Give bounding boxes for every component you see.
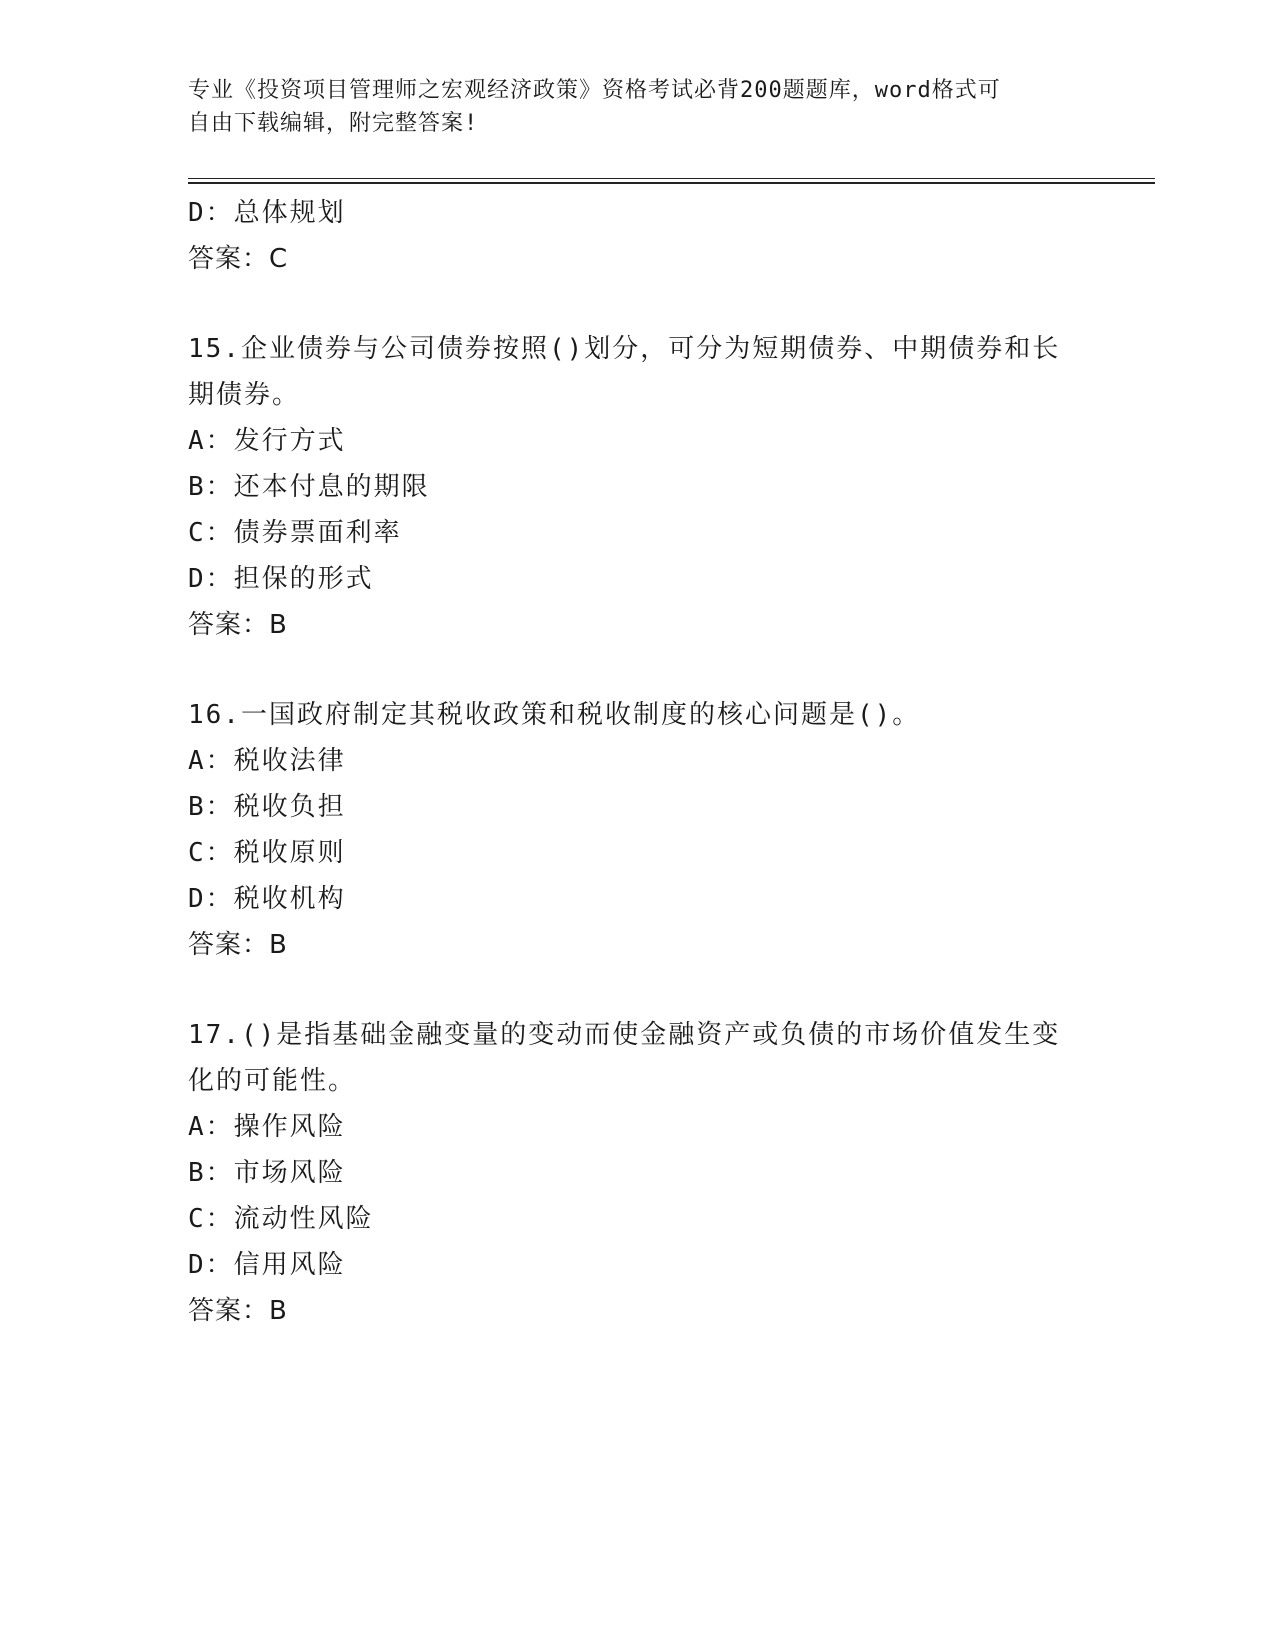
question-text-line-1: 16.一国政府制定其税收政策和税收制度的核心问题是()。 [188, 700, 921, 730]
header-divider-thick [188, 182, 1155, 184]
answer-line: 答案：B [188, 610, 288, 640]
option-d: D：总体规划 [188, 198, 346, 228]
previous-question-tail [188, 190, 1088, 282]
page-header [188, 74, 1068, 140]
option-a: A：发行方式 [188, 426, 346, 456]
option-d: D：税收机构 [188, 884, 346, 914]
question-text-line-2: 期债券。 [188, 380, 301, 410]
header-title-line-1: 专业《投资项目管理师之宏观经济政策》资格考试必背200题题库，word格式可 [188, 78, 1001, 103]
option-c: C：债券票面利率 [188, 518, 402, 548]
option-b: B：税收负担 [188, 792, 346, 822]
question-17 [188, 1012, 1088, 1334]
option-a: A：操作风险 [188, 1112, 346, 1142]
option-c: C：流动性风险 [188, 1204, 374, 1234]
answer-line: 答案：B [188, 930, 288, 960]
option-d: D：信用风险 [188, 1250, 346, 1280]
answer-line: 答案：C [188, 244, 289, 274]
question-15 [188, 326, 1088, 648]
answer-line: 答案：B [188, 1296, 288, 1326]
option-a: A：税收法律 [188, 746, 346, 776]
option-b: B：还本付息的期限 [188, 472, 430, 502]
question-text-line-2: 化的可能性。 [188, 1066, 357, 1096]
question-16 [188, 692, 1088, 968]
option-b: B：市场风险 [188, 1158, 346, 1188]
option-c: C：税收原则 [188, 838, 346, 868]
question-text-line-1: 15.企业债券与公司债券按照()划分，可分为短期债券、中期债券和长 [188, 334, 1061, 364]
header-divider-thin [188, 178, 1155, 179]
header-title-line-2: 自由下载编辑，附完整答案! [188, 111, 479, 136]
question-list [188, 190, 1088, 1334]
question-text-line-1: 17.()是指基础金融变量的变动而使金融资产或负债的市场价值发生变 [188, 1020, 1061, 1050]
option-d: D：担保的形式 [188, 564, 374, 594]
